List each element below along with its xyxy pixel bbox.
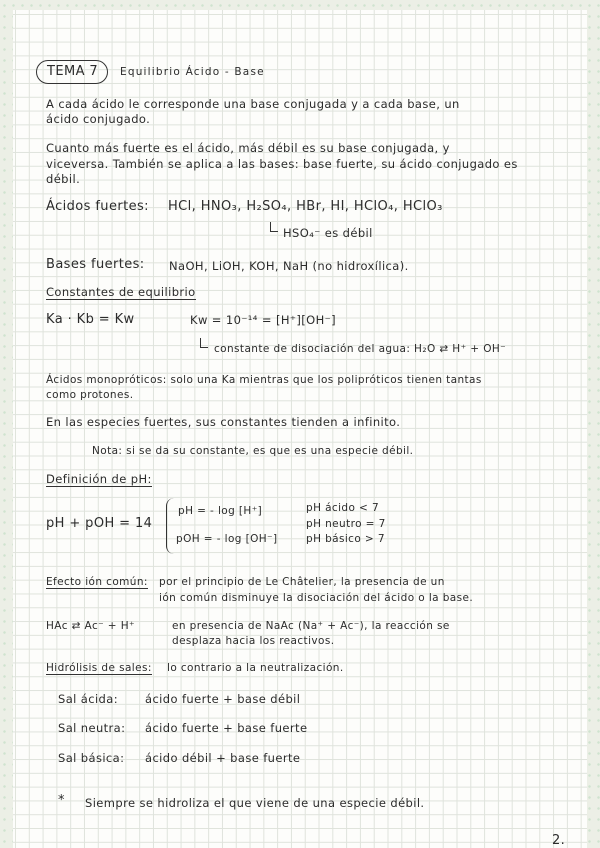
salt-acid-label: Sal ácida: [58, 692, 118, 706]
constants-heading: Constantes de equilibrio [46, 285, 196, 299]
intro-line-4: viceversa. También se aplica a las bases: base fuerte, su ácido conjugado es [46, 157, 518, 171]
salt-neutral-label: Sal neutra: [58, 721, 126, 735]
ph-definition: pH = - log [H⁺] [178, 505, 263, 517]
footnote-text: Siempre se hidroliza el que viene de una especie débil. [85, 796, 425, 810]
page-number: 2. [552, 833, 566, 848]
ph-heading: Definición de pH: [46, 472, 152, 486]
monoprotic-line-1: Ácidos monopróticos: solo una Ka mientras que los polipróticos tienen tantas [46, 374, 482, 386]
strong-acids-label: Ácidos fuertes: [46, 199, 149, 214]
kw-note: constante de disociación del agua: H₂O ⇄ H⁺ + OH⁻ [214, 343, 507, 355]
strong-acids-list: HCl, HNO₃, H₂SO₄, HBr, HI, HClO₄, HClO₃ [168, 199, 443, 214]
common-ion-line-2: ión común disminuye la disociación del ácido o la base. [159, 592, 474, 604]
common-ion-explanation-1: en presencia de NaAc (Na⁺ + Ac⁻), la reacción se [172, 620, 450, 632]
arrow-hook-icon [200, 338, 208, 348]
intro-line-1: A cada ácido le corresponde una base conjugada y a cada base, un [46, 97, 460, 111]
arrow-hook-icon [270, 222, 278, 232]
ph-main-equation: pH + pOH = 14 [46, 516, 153, 531]
ph-basic: pH básico > 7 [306, 533, 385, 545]
salt-acid-value: ácido fuerte + base débil [145, 692, 301, 706]
hydrolysis-text: lo contrario a la neutralización. [167, 662, 344, 674]
kw-equation: Kw = 10⁻¹⁴ = [H⁺][OH⁻] [190, 313, 336, 327]
nota-line: Nota: si se da su constante, es que es una especie débil. [92, 445, 414, 457]
ph-neutral: pH neutro = 7 [306, 518, 386, 530]
intro-line-3: Cuanto más fuerte es el ácido, más débil es su base conjugada, y [46, 141, 450, 155]
ph-acid: pH ácido < 7 [306, 502, 380, 514]
common-ion-heading: Efecto ión común: [46, 576, 148, 588]
common-ion-explanation-2: desplaza hacia los reactivos. [172, 635, 335, 647]
monoprotic-line-2: como protones. [46, 389, 134, 401]
strong-species-note: En las especies fuertes, sus constantes tienden a infinito. [46, 415, 401, 429]
asterisk-icon: * [58, 793, 65, 808]
salt-neutral-value: ácido fuerte + base fuerte [145, 721, 308, 735]
intro-line-2: ácido conjugado. [46, 112, 151, 126]
strong-bases-label: Bases fuertes: [46, 257, 145, 272]
intro-line-5: débil. [46, 172, 81, 186]
brace-icon [166, 498, 177, 554]
salt-basic-label: Sal básica: [58, 751, 125, 765]
common-ion-equation: HAc ⇄ Ac⁻ + H⁺ [46, 620, 135, 632]
poh-definition: pOH = - log [OH⁻] [176, 533, 278, 545]
strong-acids-note: HSO₄⁻ es débil [283, 226, 373, 240]
page-title: Equilibrio Ácido - Base [120, 66, 265, 78]
common-ion-line-1: por el principio de Le Châtelier, la presencia de un [159, 576, 445, 588]
salt-basic-value: ácido débil + base fuerte [145, 751, 301, 765]
kakb-equation: Ka · Kb = Kw [46, 312, 135, 327]
hydrolysis-heading: Hidrólisis de sales: [46, 662, 152, 674]
strong-bases-list: NaOH, LiOH, KOH, NaH (no hidroxílica). [169, 259, 409, 273]
tema-label: TEMA 7 [47, 64, 99, 79]
